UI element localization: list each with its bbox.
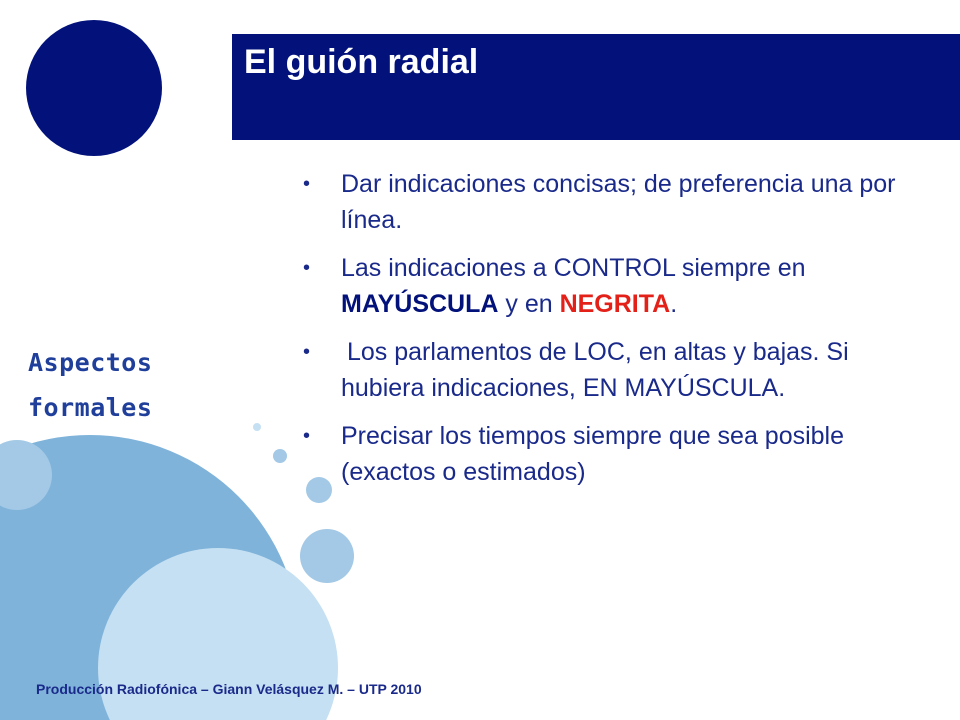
decorative-circle-medium	[300, 529, 354, 583]
bullet-item	[300, 418, 900, 490]
side-label-line: formales	[28, 393, 153, 422]
bullet-text: Los parlamentos de LOC, en altas y bajas. Si hubiera indicaciones, EN MAYÚSCULA.	[341, 338, 849, 402]
bullet-text: Dar indicaciones concisas; de preferencia una por línea.	[341, 170, 896, 234]
bullet-icon: •	[303, 257, 311, 279]
bullet-text: .	[670, 290, 678, 318]
bullet-list	[300, 166, 900, 502]
emphasis-uppercase: MAYÚSCULA	[341, 290, 499, 318]
decorative-circle-small	[273, 449, 287, 463]
decorative-circle-dot	[253, 423, 261, 431]
bullet-icon: •	[303, 425, 311, 447]
bullet-icon: •	[303, 341, 311, 363]
bullet-text: y en	[498, 290, 560, 318]
bullet-icon: •	[303, 173, 311, 195]
footer: Producción Radiofónica – Giann Velásquez M. – UTP 2010	[36, 681, 422, 697]
emphasis-bold: NEGRITA	[559, 290, 671, 318]
bullet-item	[300, 334, 900, 406]
bullet-item	[300, 166, 900, 238]
bullet-text: Precisar los tiempos siempre que sea posible (exactos o estimados)	[341, 422, 845, 486]
bullet-item	[300, 250, 900, 322]
side-label-line: Aspectos	[28, 348, 153, 377]
slide-title: El guión radial	[244, 43, 479, 81]
decorative-circle-navy	[26, 20, 162, 156]
side-label	[28, 340, 198, 430]
bullet-text: Las indicaciones a CONTROL siempre en	[341, 254, 806, 282]
